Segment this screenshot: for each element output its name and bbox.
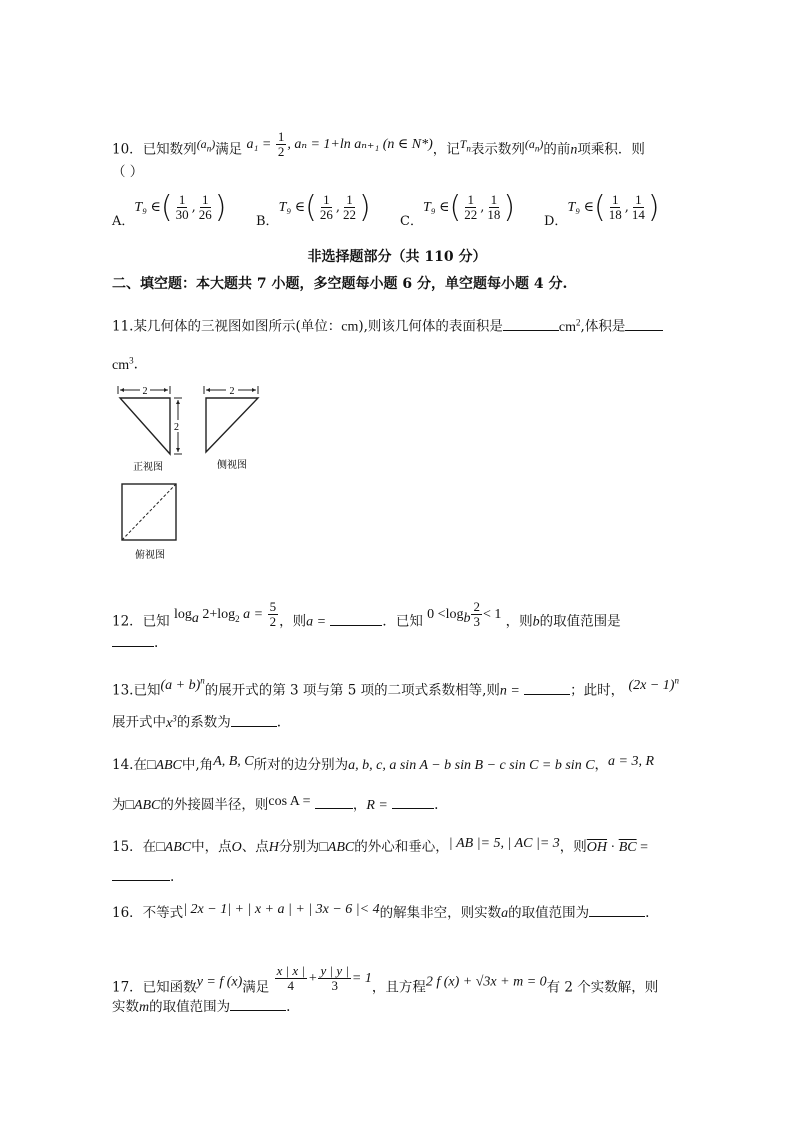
- front-width-label: 2: [142, 386, 148, 397]
- side-view: [204, 386, 258, 452]
- top-view-label: 俯视图: [135, 550, 165, 561]
- q12-second-line: .: [112, 632, 158, 653]
- q17-stem: 17．已知函数y = f (x)满足 $\frac{x | x |}{4}$ + $\frac{y | y |}{3}$ = 1，且方程2 f (x) + √3x + m = 0有 2 个实数解，则: [112, 963, 659, 996]
- q15-second-line: .: [112, 866, 174, 887]
- q13-n-blank[interactable]: [524, 680, 570, 695]
- q12-a-blank[interactable]: [330, 611, 382, 626]
- q17-answer-blank[interactable]: [230, 996, 286, 1011]
- q11-area-blank[interactable]: [503, 316, 559, 331]
- q10-answer-paren: （ ）: [112, 164, 144, 180]
- q13-second-line: 展开式中$x^3$的系数为 .: [112, 713, 282, 731]
- q12-stem: 12．已知 $\log_a 2+\log_2$ a = $\frac{5}{2}$ ，则a = ．已知 $0 <\log_b$ $\frac{2}{3}$ < 1 ，则b的取值范围是: [112, 599, 621, 630]
- q14-r-blank[interactable]: [392, 794, 434, 809]
- q15-stem: 15．在□ABC中，点O、点H分别为□ABC的外心和垂心，| AB |= 5, | AC |= 3，则$\overline{OH} \cdot \overline{BC}$ =: [112, 836, 648, 855]
- front-height-label: 2: [174, 422, 179, 433]
- q10-option-a[interactable]: A．T₉ ∈( $\frac{1}{30}$ , $\frac{1}{26}$ ): [112, 190, 227, 229]
- q10-stem: 10．已知数列$(a_n)$满足 a₁ = $\frac{1}{2}$ , aₙ = 1+ln aₙ₊₁ (n ∈ N*)，记$T_n$表示数列$(a_n)$的前n项乘积．则: [112, 129, 645, 159]
- q11-volume-blank[interactable]: [625, 316, 663, 331]
- q11-unit-line: $cm^3$.: [112, 355, 138, 373]
- q16-answer-blank[interactable]: [589, 902, 645, 917]
- q16-stem: 16．不等式| 2x − 1| + | x + a | + | 3x − 6 |< 4的解集非空，则实数a的取值范围为 .: [112, 902, 650, 921]
- q11-stem: 11.某几何体的三视图如图所示(单位：cm),则该几何体的表面积是 $cm^2$,体积是: [112, 312, 663, 338]
- top-view: [122, 484, 176, 540]
- section-fill-in-title: 二、填空题：本大题共 7 小题，多空题每小题 6 分，单空题每小题 4 分.: [112, 276, 568, 292]
- side-view-label: 侧视图: [217, 460, 247, 471]
- q12-b-blank[interactable]: [112, 632, 154, 647]
- q10-option-d[interactable]: D．T₉ ∈( $\frac{1}{18}$ , $\frac{1}{14}$ ): [544, 190, 660, 229]
- q14-stem: 14.在□ABC中,角A, B, C所对的边分别为a, b, c, a sin A − b sin B − c sin C = b sin C，a = 3, R: [112, 754, 655, 773]
- q10-option-c[interactable]: C．T₉ ∈( $\frac{1}{22}$ , $\frac{1}{18}$ ): [400, 190, 516, 229]
- three-view-figure: [112, 380, 262, 570]
- q13-stem: 13.已知$(a + b)^n$的展开式的第 3 项与第 5 项的二项式系数相等,则n = ；此时， $(2x - 1)^n$: [112, 675, 679, 699]
- side-width-label: 2: [229, 386, 235, 397]
- q10-option-b[interactable]: B．T₉ ∈( $\frac{1}{26}$ , $\frac{1}{22}$ ): [256, 190, 371, 229]
- front-view: [118, 386, 182, 454]
- q13-coef-blank[interactable]: [231, 712, 277, 727]
- front-view-label: 正视图: [133, 462, 163, 473]
- q14-second-line: 为□ABC的外接圆半径，则cos A = ，R = .: [112, 794, 439, 813]
- q14-cos-blank[interactable]: [315, 794, 353, 809]
- q17-second-line: 实数m的取值范围为 .: [112, 996, 290, 1018]
- q15-answer-blank[interactable]: [112, 866, 170, 881]
- part-two-title: 非选择题部分（共 110 分）: [307, 249, 487, 265]
